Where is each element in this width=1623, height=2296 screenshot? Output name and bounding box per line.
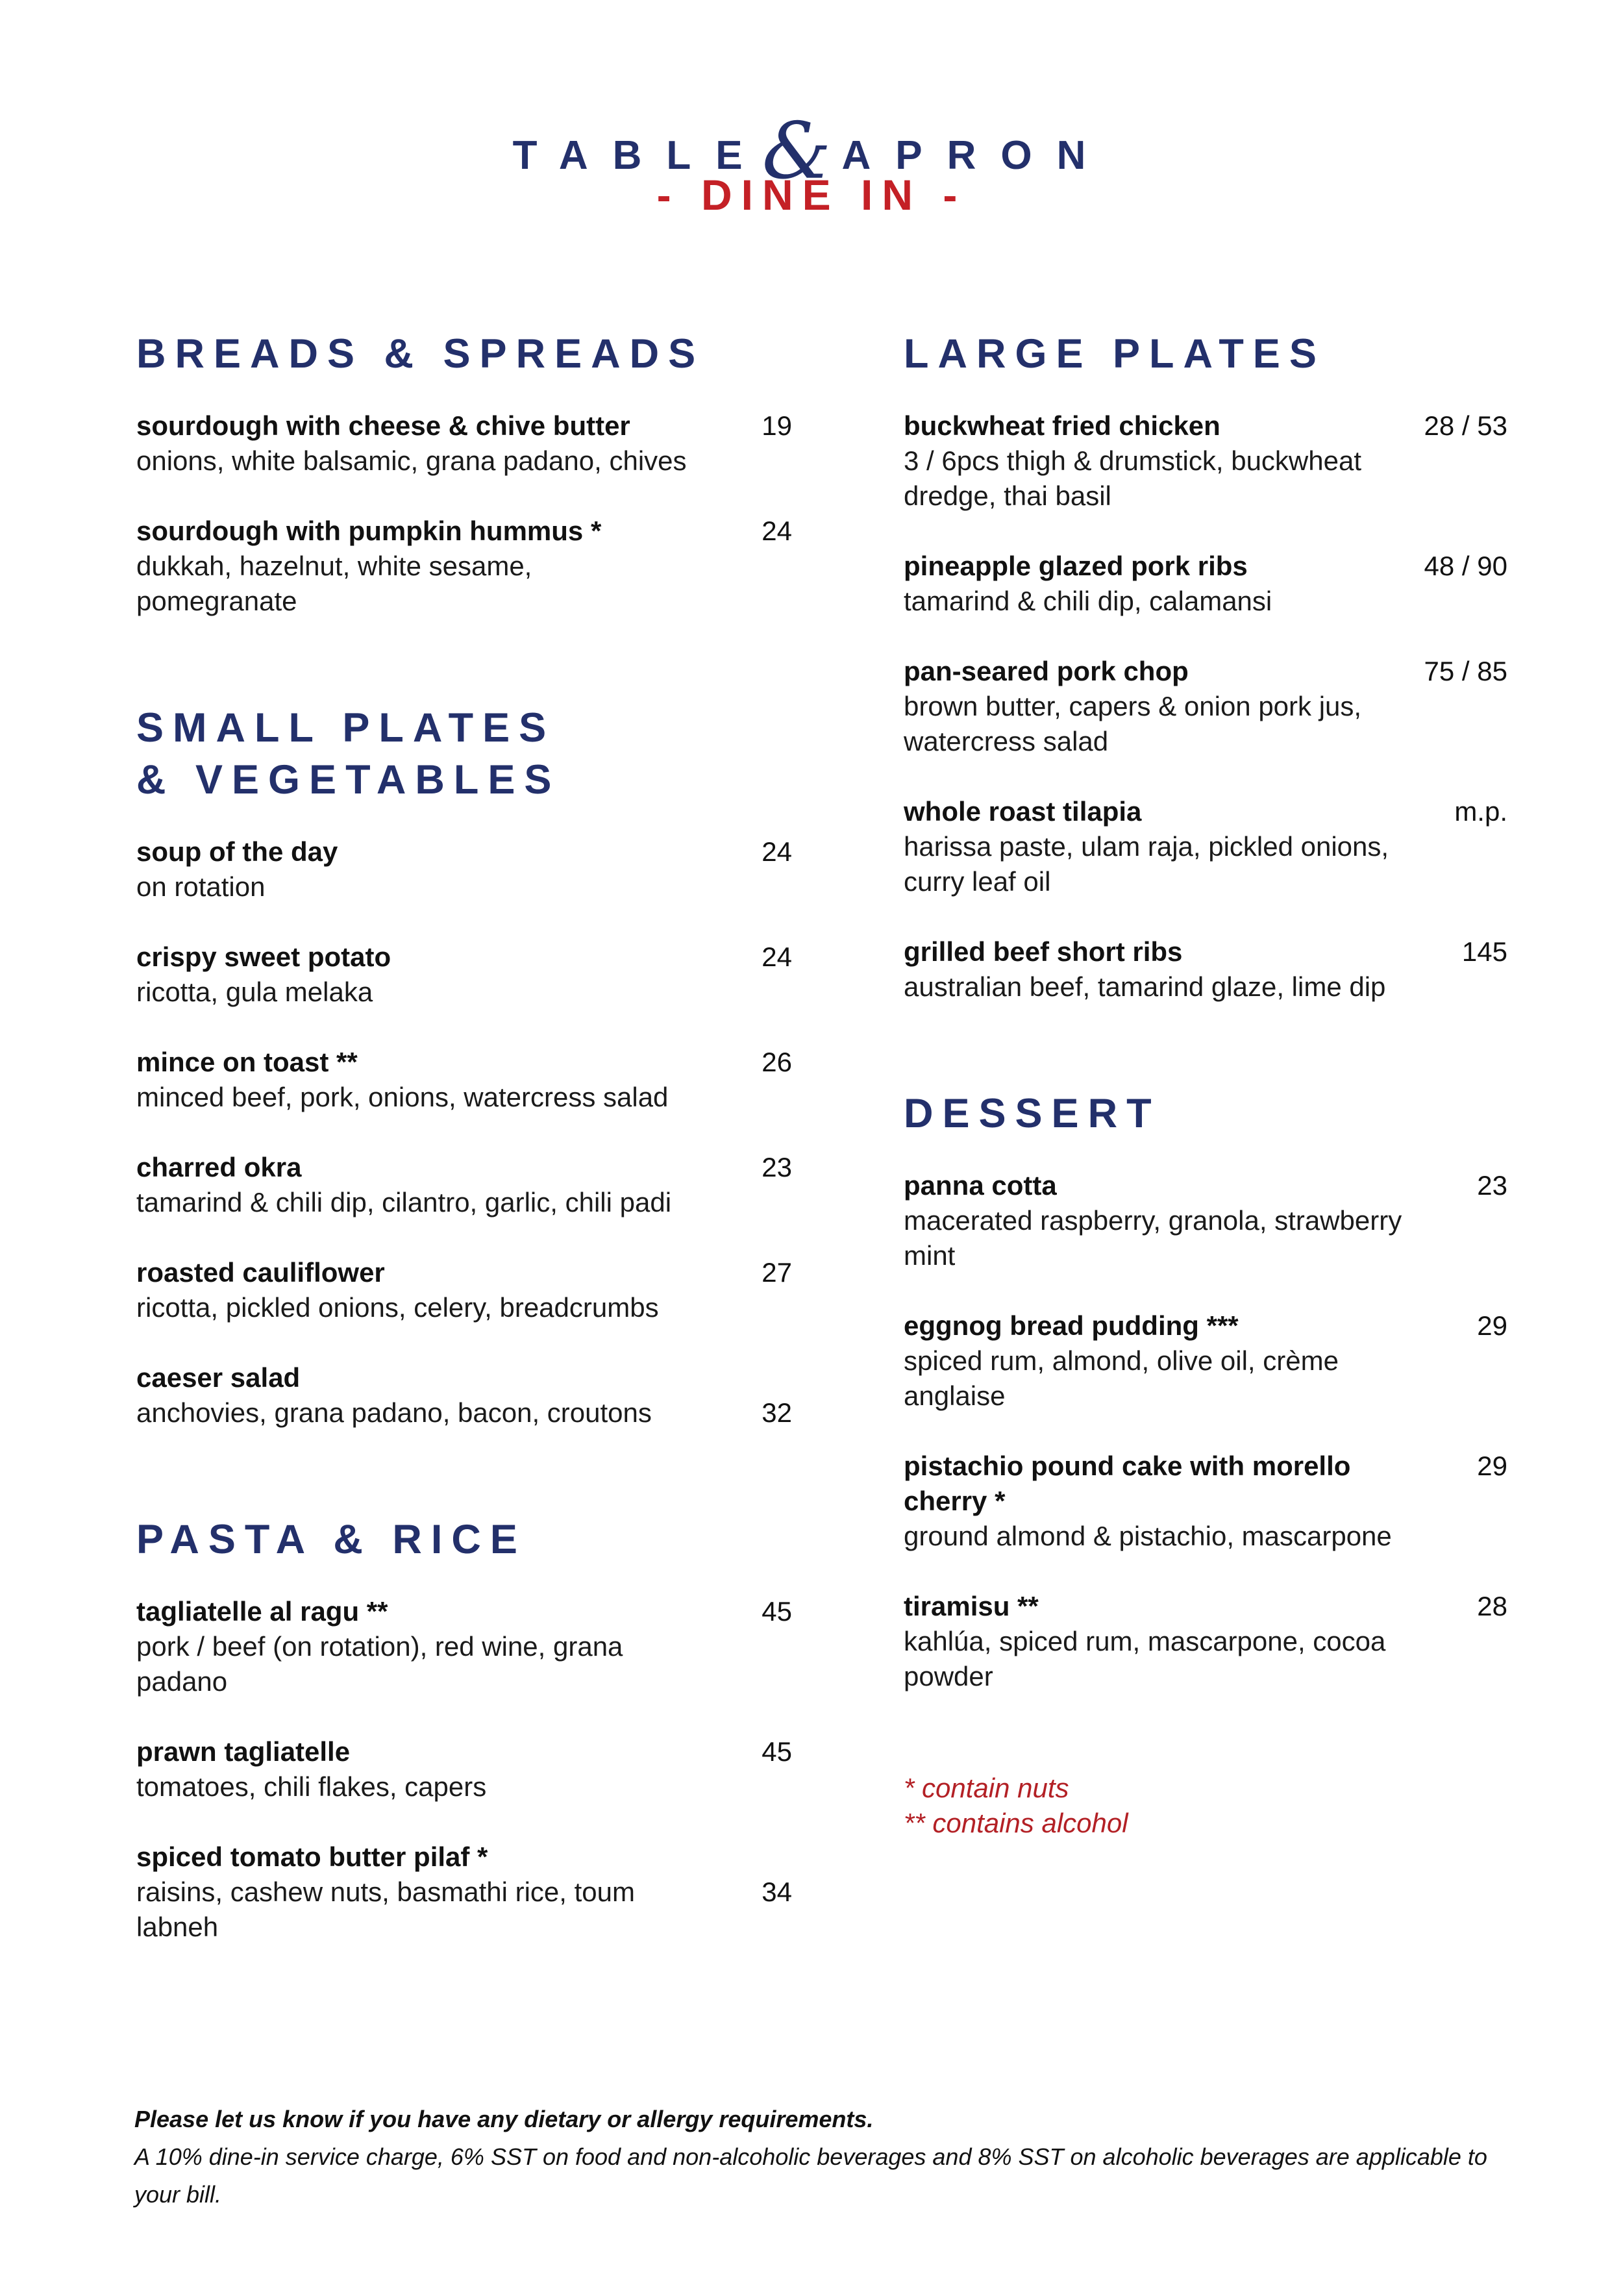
item-name: tagliatelle al ragu **: [136, 1596, 388, 1627]
item-description: tomatoes, chili flakes, capers: [136, 1771, 487, 1802]
item-description: onions, white balsamic, grana padano, chives: [136, 445, 687, 476]
menu-item: [904, 1449, 1507, 1554]
item-description: 3 / 6pcs thigh & drumstick, buckwheat dredge, thai basil: [904, 445, 1361, 511]
menu-item: [136, 940, 792, 1010]
item-description: pork / beef (on rotation), red wine, grana padano: [136, 1631, 623, 1697]
item-name: pan-seared pork chop: [904, 656, 1189, 686]
item-name: mince on toast **: [136, 1047, 358, 1077]
menu-subtitle: - DINE IN -: [656, 171, 967, 219]
section-pasta-rice: [136, 1514, 792, 1945]
menu-item: [136, 1734, 792, 1804]
item-name: tiramisu **: [904, 1591, 1039, 1621]
item-description: tamarind & chili dip, calamansi: [904, 586, 1272, 616]
brand-left: TABLE: [512, 133, 767, 178]
item-name: buckwheat fried chicken: [904, 410, 1220, 441]
item-price: 23: [762, 1152, 792, 1182]
service-charge-notice: A 10% dine-in service charge, 6% SST on food and non-alcoholic beverages and 8% SST on alcoholic beverages are applicable to your bill.: [134, 2143, 1487, 2208]
menu-item: [136, 408, 792, 479]
item-price: 45: [762, 1736, 792, 1767]
section-title: DESSERT: [904, 1091, 1161, 1136]
section-title: LARGE PLATES: [904, 331, 1326, 377]
note-alcohol: ** contains alcohol: [904, 1808, 1128, 1838]
item-description: brown butter, capers & onion pork jus, watercress salad: [904, 691, 1362, 756]
item-price: 26: [762, 1047, 792, 1077]
item-name: crispy sweet potato: [136, 942, 391, 972]
item-price: m.p.: [1454, 796, 1507, 827]
item-description: anchovies, grana padano, bacon, croutons: [136, 1397, 652, 1428]
item-name: whole roast tilapia: [904, 796, 1142, 827]
section-breads-spreads: [136, 328, 792, 619]
item-description: macerated raspberry, granola, strawberry mint: [904, 1205, 1402, 1271]
menu-item: [136, 1255, 792, 1325]
brand-right: APRON: [841, 133, 1111, 178]
item-price: 45: [762, 1596, 792, 1627]
item-description: on rotation: [136, 871, 266, 902]
menu-item: [136, 1150, 792, 1220]
item-description: harissa paste, ulam raja, pickled onions, curry leaf oil: [904, 831, 1389, 897]
item-description: ricotta, gula melaka: [136, 977, 373, 1007]
item-price: 24: [762, 942, 792, 972]
item-name: prawn tagliatelle: [136, 1736, 351, 1767]
menu-item: [904, 549, 1507, 619]
menu-item: [136, 1594, 792, 1699]
item-description: spiced rum, almond, olive oil, crème anglaise: [904, 1345, 1339, 1411]
section-large-plates: [904, 328, 1507, 1004]
item-name: pineapple glazed pork ribs: [904, 551, 1248, 581]
item-description: raisins, cashew nuts, basmathi rice, toum labneh: [136, 1877, 635, 1942]
section-title: SMALL PLATES & VEGETABLES: [136, 705, 561, 803]
item-price: 145: [1461, 936, 1507, 967]
item-description: dukkah, hazelnut, white sesame, pomegranate: [136, 551, 532, 616]
section-dessert: [904, 1088, 1507, 1694]
menu-item: [904, 1168, 1507, 1273]
item-price: 75 / 85: [1424, 656, 1507, 686]
item-price: 27: [762, 1257, 792, 1288]
item-name: roasted cauliflower: [136, 1257, 385, 1288]
item-price: 48 / 90: [1424, 551, 1507, 581]
item-description: australian beef, tamarind glaze, lime dip: [904, 971, 1386, 1002]
left-column: [136, 328, 792, 2028]
dietary-notice: Please let us know if you have any dietary or allergy requirements.: [134, 2106, 874, 2132]
menu-item: [904, 408, 1507, 514]
item-description: ground almond & pistachio, mascarpone: [904, 1521, 1392, 1551]
item-name: sourdough with pumpkin hummus *: [136, 516, 602, 546]
menu-item: [904, 654, 1507, 759]
item-name: pistachio pound cake with morello cherry *: [904, 1451, 1351, 1516]
item-description: minced beef, pork, onions, watercress salad: [136, 1082, 669, 1112]
menu-item: [136, 834, 792, 905]
item-price: 32: [762, 1397, 792, 1428]
menu-item: [136, 1840, 792, 1945]
item-name: grilled beef short ribs: [904, 936, 1183, 967]
item-price: 19: [762, 410, 792, 441]
item-price: 28: [1477, 1591, 1507, 1621]
allergen-notes: [904, 1771, 1507, 1841]
item-price: 23: [1477, 1170, 1507, 1201]
item-price: 24: [762, 516, 792, 546]
section-title: BREADS & SPREADS: [136, 331, 705, 377]
item-name: eggnog bread pudding ***: [904, 1310, 1239, 1341]
item-price: 24: [762, 836, 792, 867]
item-name: spiced tomato butter pilaf *: [136, 1841, 488, 1872]
menu-item: [904, 794, 1507, 899]
item-name: panna cotta: [904, 1170, 1057, 1201]
footer-disclaimer: [134, 2101, 1498, 2214]
section-title: PASTA & RICE: [136, 1517, 527, 1562]
item-description: ricotta, pickled onions, celery, breadcrumbs: [136, 1292, 659, 1323]
item-name: caeser salad: [136, 1362, 301, 1393]
ampersand-fork-icon: &: [762, 106, 832, 197]
item-name: sourdough with cheese & chive butter: [136, 410, 630, 441]
menu-item: [136, 1360, 792, 1430]
section-small-plates-vegetables: [136, 702, 792, 1430]
menu-item: [904, 934, 1507, 1004]
item-name: charred okra: [136, 1152, 302, 1182]
menu-item: [904, 1308, 1507, 1414]
menu-item: [904, 1589, 1507, 1694]
item-description: kahlúa, spiced rum, mascarpone, cocoa powder: [904, 1626, 1386, 1691]
item-price: 34: [762, 1877, 792, 1907]
menu-item: [136, 1045, 792, 1115]
item-price: 28 / 53: [1424, 410, 1507, 441]
menu-item: [136, 514, 792, 619]
item-name: soup of the day: [136, 836, 338, 867]
item-price: 29: [1477, 1451, 1507, 1481]
right-column: [904, 328, 1507, 1841]
item-description: tamarind & chili dip, cilantro, garlic, chili padi: [136, 1187, 672, 1217]
note-nuts: * contain nuts: [904, 1773, 1069, 1803]
item-price: 29: [1477, 1310, 1507, 1341]
